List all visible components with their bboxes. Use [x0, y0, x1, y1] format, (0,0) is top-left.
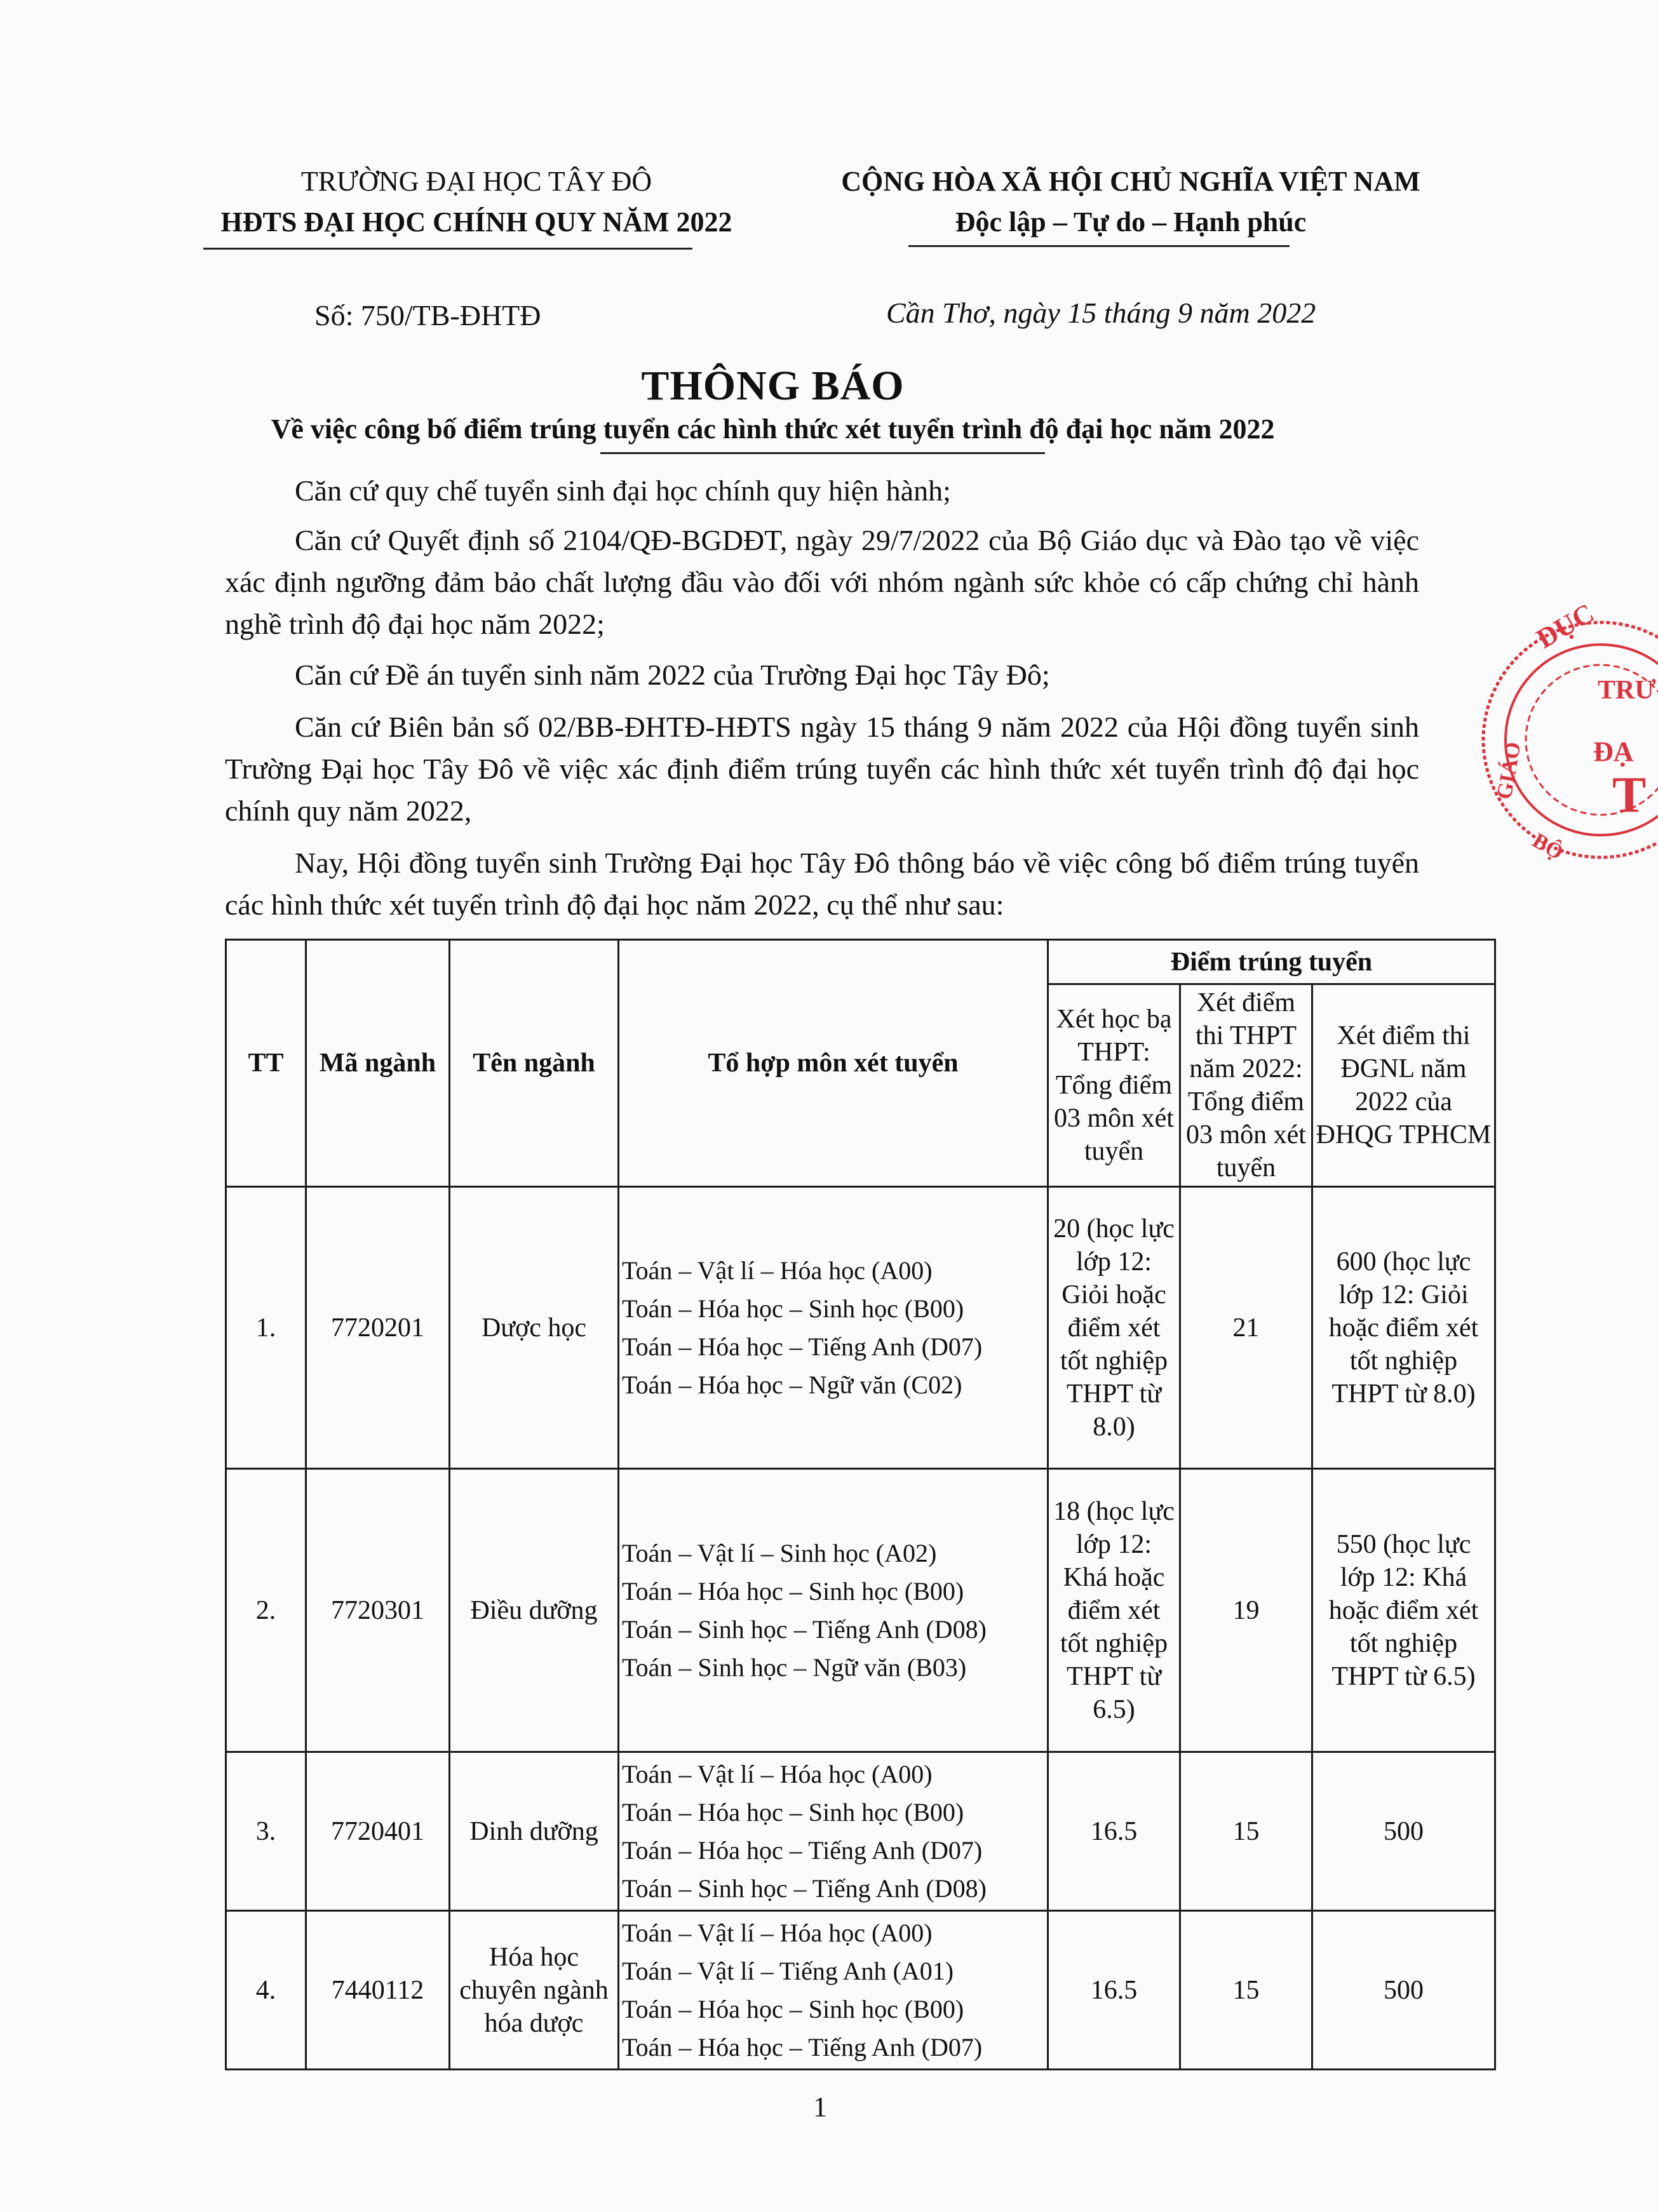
row-thpt: 15 — [1180, 1752, 1312, 1911]
row-code: 7720201 — [306, 1187, 450, 1469]
row-hocba: 16.5 — [1048, 1752, 1180, 1911]
row-name: Điều dưỡng — [450, 1469, 619, 1752]
country-name — [775, 164, 1486, 199]
combo-item: Toán – Hóa học – Sinh học (B00) — [622, 1994, 964, 2023]
header-name: Tên ngành — [450, 940, 619, 1187]
row-combos — [619, 1752, 1048, 1911]
document-number: Số: 750/TB-ĐHTĐ — [314, 299, 541, 332]
document-title: THÔNG BÁO — [641, 363, 905, 409]
stamp-text: TRƯ — [1598, 676, 1656, 705]
row-thpt: 15 — [1180, 1911, 1312, 2070]
row-name: Dinh dưỡng — [450, 1752, 619, 1911]
paragraph-3 — [225, 654, 1419, 696]
stamp-text: DỤC — [1531, 597, 1600, 655]
combo-item: Toán – Vật lí – Tiếng Anh (A01) — [622, 1956, 954, 1985]
page-number: 1 — [813, 2091, 827, 2122]
document-subtitle: Về việc công bố điểm trúng tuyển các hình thức xét tuyển trình độ đại học năm 2022 — [271, 413, 1275, 445]
table-row — [226, 1469, 1495, 1752]
table-row — [226, 1752, 1495, 1911]
stamp-text: BỘ — [1528, 828, 1568, 865]
admission-score-table — [225, 939, 1496, 2070]
header-dgnl: Xét điểm thi ĐGNL năm 2022 của ĐHQG TPHCM — [1312, 984, 1495, 1187]
row-tt: 2. — [226, 1469, 306, 1752]
stamp-text: ĐẠ — [1593, 736, 1634, 767]
motto-text: Độc lập – Tự do – Hạnh phúc — [955, 206, 1307, 238]
table-row — [226, 1187, 1495, 1469]
paragraph-4-text: Căn cứ Biên bản số 02/BB-ĐHTĐ-HĐTS ngày 15 tháng 9 năm 2022 của Hội đồng tuyển sinh Trường Đại học Tây Đô về việc xác định điểm trúng tuyển các hình thức xét tuyển trình độ đại học chính quy năm 2022, — [225, 711, 1419, 827]
left-header-rule — [203, 248, 692, 250]
subtitle-rule — [600, 452, 1045, 454]
paragraph-4 — [225, 706, 1419, 832]
header-hocba: Xét học bạ THPT: Tổng điểm 03 môn xét tuyển — [1048, 984, 1180, 1187]
combo-item: Toán – Vật lí – Hóa học (A00) — [622, 1256, 933, 1285]
paragraph-5-text: Nay, Hội đồng tuyển sinh Trường Đại học Tây Đô thông báo về việc công bố điểm trúng tuyển các hình thức xét tuyển trình độ đại học năm 2022, cụ thể như sau: — [225, 847, 1419, 921]
header-thpt: Xét điểm thi THPT năm 2022: Tổng điểm 03 môn xét tuyển — [1180, 984, 1312, 1187]
row-code: 7720301 — [306, 1469, 450, 1752]
combo-item: Toán – Hóa học – Tiếng Anh (D07) — [622, 1835, 983, 1865]
table-header-row — [226, 940, 1495, 984]
country-name-text: CỘNG HÒA XÃ HỘI CHỦ NGHĨA VIỆT NAM — [841, 166, 1420, 197]
combo-item: Toán – Hóa học – Tiếng Anh (D07) — [622, 2032, 983, 2061]
paragraph-3-text: Căn cứ Đề án tuyển sinh năm 2022 của Trường Đại học Tây Đô; — [295, 659, 1050, 691]
combo-item: Toán – Hóa học – Tiếng Anh (D07) — [622, 1332, 983, 1361]
row-name: Hóa học chuyên ngành hóa dược — [450, 1911, 619, 2070]
combo-item: Toán – Vật lí – Hóa học (A00) — [622, 1759, 933, 1788]
combo-item: Toán – Hóa học – Sinh học (B00) — [622, 1576, 964, 1605]
row-tt: 1. — [226, 1187, 306, 1469]
paragraph-5 — [225, 842, 1419, 926]
header-tt: TT — [226, 940, 306, 1187]
right-header-rule — [908, 245, 1290, 247]
row-tt: 3. — [226, 1752, 306, 1911]
header-code: Mã ngành — [306, 940, 450, 1187]
row-hocba: 16.5 — [1048, 1911, 1180, 2070]
row-tt: 4. — [226, 1911, 306, 2070]
combo-item: Toán – Sinh học – Ngữ văn (B03) — [622, 1652, 967, 1682]
stamp-text: T — [1612, 767, 1647, 823]
header-score-group: Điểm trúng tuyển — [1048, 940, 1495, 984]
motto — [775, 204, 1486, 240]
official-stamp-icon — [1442, 597, 1658, 865]
combo-item: Toán – Hóa học – Sinh học (B00) — [622, 1797, 964, 1827]
board-name — [159, 204, 794, 240]
paragraph-2-text: Căn cứ Quyết định số 2104/QĐ-BGDĐT, ngày 29/7/2022 của Bộ Giáo dục và Đào tạo về việc xác định ngưỡng đảm bảo chất lượng đầu vào đối với nhóm ngành sức khỏe có cấp chứng chỉ hành nghề trình độ đại học năm 2022; — [225, 524, 1419, 640]
row-dgnl: 500 — [1312, 1911, 1495, 2070]
row-code: 7720401 — [306, 1752, 450, 1911]
combo-item: Toán – Hóa học – Ngữ văn (C02) — [622, 1370, 962, 1399]
row-combos — [619, 1911, 1048, 2070]
row-thpt: 19 — [1180, 1469, 1312, 1752]
paragraph-1 — [225, 470, 1419, 512]
row-hocba: 20 (học lực lớp 12: Giỏi hoặc điểm xét tốt nghiệp THPT từ 8.0) — [1048, 1187, 1180, 1469]
header-combo: Tổ hợp môn xét tuyển — [619, 940, 1048, 1187]
row-thpt: 21 — [1180, 1187, 1312, 1469]
combo-item: Toán – Sinh học – Tiếng Anh (D08) — [622, 1873, 987, 1903]
row-name: Dược học — [450, 1187, 619, 1469]
combo-item: Toán – Vật lí – Sinh học (A02) — [622, 1538, 937, 1567]
row-dgnl: 600 (học lực lớp 12: Giỏi hoặc điểm xét tốt nghiệp THPT từ 8.0) — [1312, 1187, 1495, 1469]
combo-item: Toán – Vật lí – Hóa học (A00) — [622, 1918, 933, 1947]
stamp-text: GIÁO — [1492, 740, 1526, 801]
school-name: TRƯỜNG ĐẠI HỌC TÂY ĐÔ — [300, 166, 652, 197]
row-dgnl: 500 — [1312, 1752, 1495, 1911]
paragraph-2 — [225, 519, 1419, 645]
table-row — [226, 1911, 1495, 2070]
combo-item: Toán – Hóa học – Sinh học (B00) — [622, 1294, 964, 1323]
row-code: 7440112 — [306, 1911, 450, 2070]
row-combos — [619, 1187, 1048, 1469]
row-dgnl: 550 (học lực lớp 12: Khá hoặc điểm xét tốt nghiệp THPT từ 6.5) — [1312, 1469, 1495, 1752]
paragraph-1-text: Căn cứ quy chế tuyển sinh đại học chính quy hiện hành; — [295, 474, 951, 507]
row-combos — [619, 1469, 1048, 1752]
place-date: Cần Thơ, ngày 15 tháng 9 năm 2022 — [886, 297, 1316, 329]
combo-item: Toán – Sinh học – Tiếng Anh (D08) — [622, 1614, 987, 1644]
board-name-text: HĐTS ĐẠI HỌC CHÍNH QUY NĂM 2022 — [220, 206, 732, 238]
row-hocba: 18 (học lực lớp 12: Khá hoặc điểm xét tốt nghiệp THPT từ 6.5) — [1048, 1469, 1180, 1752]
